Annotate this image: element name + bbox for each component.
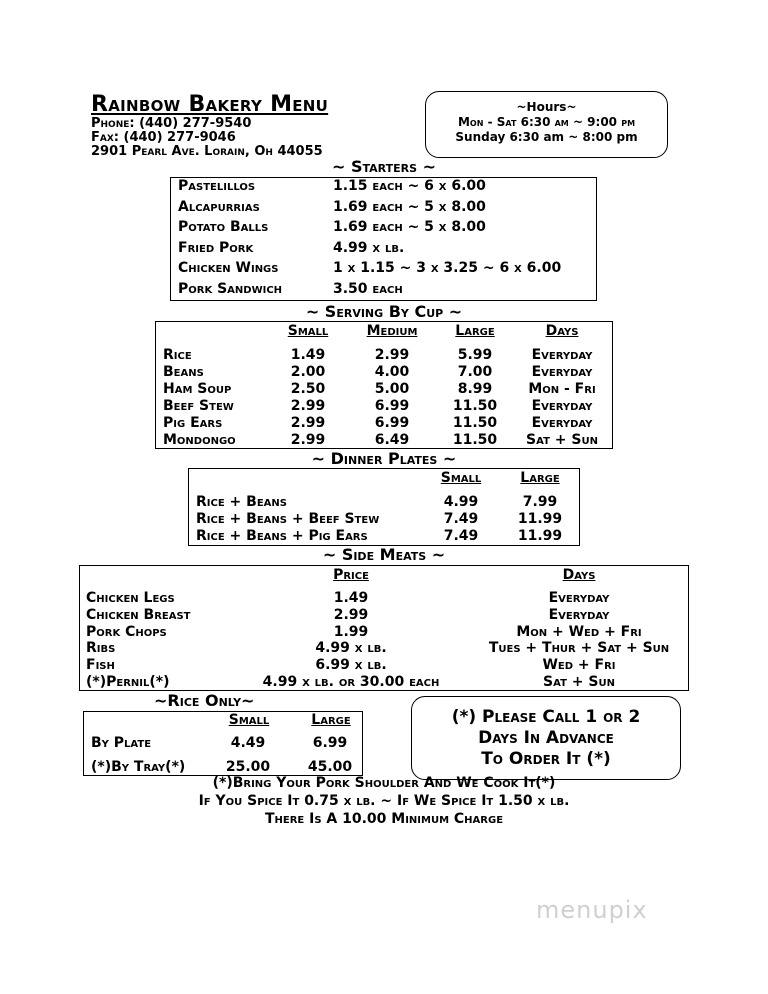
cup-item-large: 8.99	[457, 381, 493, 397]
rice-only-header-small: Small	[228, 712, 270, 728]
cup-item-name: Beef Stew	[163, 398, 234, 414]
dinner-item-small: 7.49	[443, 528, 479, 544]
sidemeat-price: 1.99	[333, 623, 369, 640]
sidemeat-name: Ribs	[86, 640, 116, 657]
menu-title: Rainbow Bakery Menu	[91, 92, 329, 117]
sidemeats-header-days: Days	[562, 567, 596, 583]
cup-item-days: Everyday	[531, 398, 593, 414]
dinner-heading: ~ Dinner Plates ~	[311, 449, 457, 468]
footer-line-2: If You Spice It 0.75 x lb. ~ If We Spice It 1.50 x lb.	[198, 793, 570, 809]
cup-item-medium: 6.49	[374, 432, 410, 448]
starters-heading: ~ Starters ~	[331, 157, 437, 176]
sidemeat-days: Everyday	[548, 590, 610, 606]
starter-name: Pastelillos	[178, 178, 256, 194]
cup-item-days: Sat + Sun	[526, 432, 598, 448]
cup-item-small: 1.49	[290, 347, 326, 363]
rice-only-by-plate-small: 4.49	[230, 735, 266, 751]
footer-line-1: (*)Bring Your Pork Shoulder And We Cook It(*)	[212, 775, 556, 791]
dinner-item-large: 11.99	[517, 511, 563, 527]
sidemeats-header-price: Price	[333, 567, 369, 583]
advance-order-note	[411, 696, 681, 780]
cup-heading: ~ Serving By Cup ~	[305, 302, 463, 321]
dinner-item-small: 4.99	[443, 494, 479, 510]
hours-sunday: Sunday 6:30 am ~ 8:00 pm	[455, 130, 638, 144]
note-line-3: To Order It (*)	[481, 749, 611, 769]
cup-item-large: 7.00	[457, 364, 493, 380]
cup-item-small: 2.99	[290, 415, 326, 431]
cup-item-name: Pig Ears	[163, 415, 223, 431]
sidemeat-name: (*)Pernil(*)	[86, 674, 170, 690]
rice-only-by-tray-large: 45.00	[307, 759, 353, 775]
rice-only-by-tray: (*)By Tray(*)	[91, 759, 186, 775]
dinner-item-name: Rice + Beans + Beef Stew	[196, 511, 380, 527]
rice-only-by-plate: By Plate	[91, 735, 152, 751]
dinner-header-small: Small	[440, 470, 482, 486]
dinner-item-large: 7.99	[522, 494, 558, 510]
rice-only-header-large: Large	[311, 712, 351, 728]
rice-only-heading: ~Rice Only~	[154, 691, 255, 710]
sidemeats-heading: ~ Side Meats ~	[322, 545, 446, 564]
note-line-1: (*) Please Call 1 or 2	[451, 707, 641, 727]
starter-name: Fried Pork	[178, 239, 254, 256]
cup-item-days: Everyday	[531, 347, 593, 363]
dinner-item-large: 11.99	[517, 528, 563, 544]
starter-price: 1.69 each ~ 5 x 8.00	[333, 219, 486, 236]
cup-header-medium: Medium	[366, 323, 418, 339]
cup-item-medium: 5.00	[374, 381, 410, 397]
dinner-item-small: 7.49	[443, 511, 479, 527]
hours-title: ~Hours~	[516, 100, 577, 114]
cup-item-name: Beans	[163, 364, 204, 380]
cup-item-name: Rice	[163, 347, 192, 363]
address: 2901 Pearl Ave. Lorain, Oh 44055	[91, 144, 323, 159]
starter-name: Alcapurrias	[178, 198, 260, 215]
cup-item-medium: 6.99	[374, 415, 410, 431]
cup-item-small: 2.99	[290, 432, 326, 448]
cup-item-large: 11.50	[452, 432, 498, 448]
cup-item-days: Everyday	[531, 415, 593, 431]
starter-price: 3.50 each	[333, 281, 403, 297]
starter-price: 1 x 1.15 ~ 3 x 3.25 ~ 6 x 6.00	[333, 260, 562, 277]
rice-only-by-plate-large: 6.99	[312, 735, 348, 751]
sidemeat-days: Everyday	[548, 606, 610, 623]
cup-item-name: Ham Soup	[163, 381, 232, 397]
footer-line-3: There Is A 10.00 Minimum Charge	[264, 811, 504, 827]
cup-item-medium: 4.00	[374, 364, 410, 380]
rice-only-by-tray-small: 25.00	[225, 759, 271, 775]
sidemeat-name: Chicken Legs	[86, 590, 175, 606]
sidemeat-name: Chicken Breast	[86, 606, 191, 623]
cup-item-large: 5.99	[457, 347, 493, 363]
dinner-header-large: Large	[520, 470, 560, 486]
cup-header-days: Days	[545, 323, 579, 339]
cup-item-large: 11.50	[452, 398, 498, 414]
note-line-2: Days In Advance	[478, 728, 614, 748]
cup-item-small: 2.50	[290, 381, 326, 397]
cup-item-days: Mon - Fri	[528, 381, 596, 397]
sidemeat-price: 2.99	[333, 606, 369, 623]
starter-price: 1.69 each ~ 5 x 8.00	[333, 198, 486, 215]
cup-header-small: Small	[287, 323, 329, 339]
cup-item-name: Mondongo	[163, 432, 236, 448]
phone-number: Phone: (440) 277-9540	[91, 116, 252, 131]
starter-price: 4.99 x lb.	[333, 239, 405, 256]
sidemeat-name: Pork Chops	[86, 623, 167, 640]
hours-box	[425, 91, 668, 158]
fax-number: Fax: (440) 277-9046	[91, 130, 236, 145]
sidemeat-name: Fish	[86, 657, 115, 674]
cup-header-large: Large	[455, 323, 495, 339]
starter-price: 1.15 each ~ 6 x 6.00	[333, 178, 486, 194]
sidemeat-price: 1.49	[333, 590, 369, 606]
starter-name: Pork Sandwich	[178, 281, 283, 297]
cup-item-medium: 2.99	[374, 347, 410, 363]
sidemeat-price: 4.99 x lb. or 30.00 each	[262, 674, 440, 690]
sidemeat-days: Sat + Sun	[543, 674, 615, 690]
menupix-watermark: menupix	[536, 896, 648, 924]
starter-name: Chicken Wings	[178, 260, 279, 277]
sidemeat-price: 4.99 x lb.	[315, 640, 387, 657]
dinner-item-name: Rice + Beans + Pig Ears	[196, 528, 368, 544]
starter-name: Potato Balls	[178, 219, 269, 236]
dinner-item-name: Rice + Beans	[196, 494, 287, 510]
cup-item-days: Everyday	[531, 364, 593, 380]
cup-item-small: 2.00	[290, 364, 326, 380]
sidemeat-days: Mon + Wed + Fri	[516, 623, 642, 640]
sidemeat-days: Tues + Thur + Sat + Sun	[488, 640, 670, 657]
sidemeat-price: 6.99 x lb.	[315, 657, 387, 674]
sidemeat-days: Wed + Fri	[542, 657, 616, 674]
cup-item-large: 11.50	[452, 415, 498, 431]
hours-weekday: Mon - Sat 6:30 am ~ 9:00 pm	[457, 115, 636, 129]
cup-item-medium: 6.99	[374, 398, 410, 414]
cup-item-small: 2.99	[290, 398, 326, 414]
